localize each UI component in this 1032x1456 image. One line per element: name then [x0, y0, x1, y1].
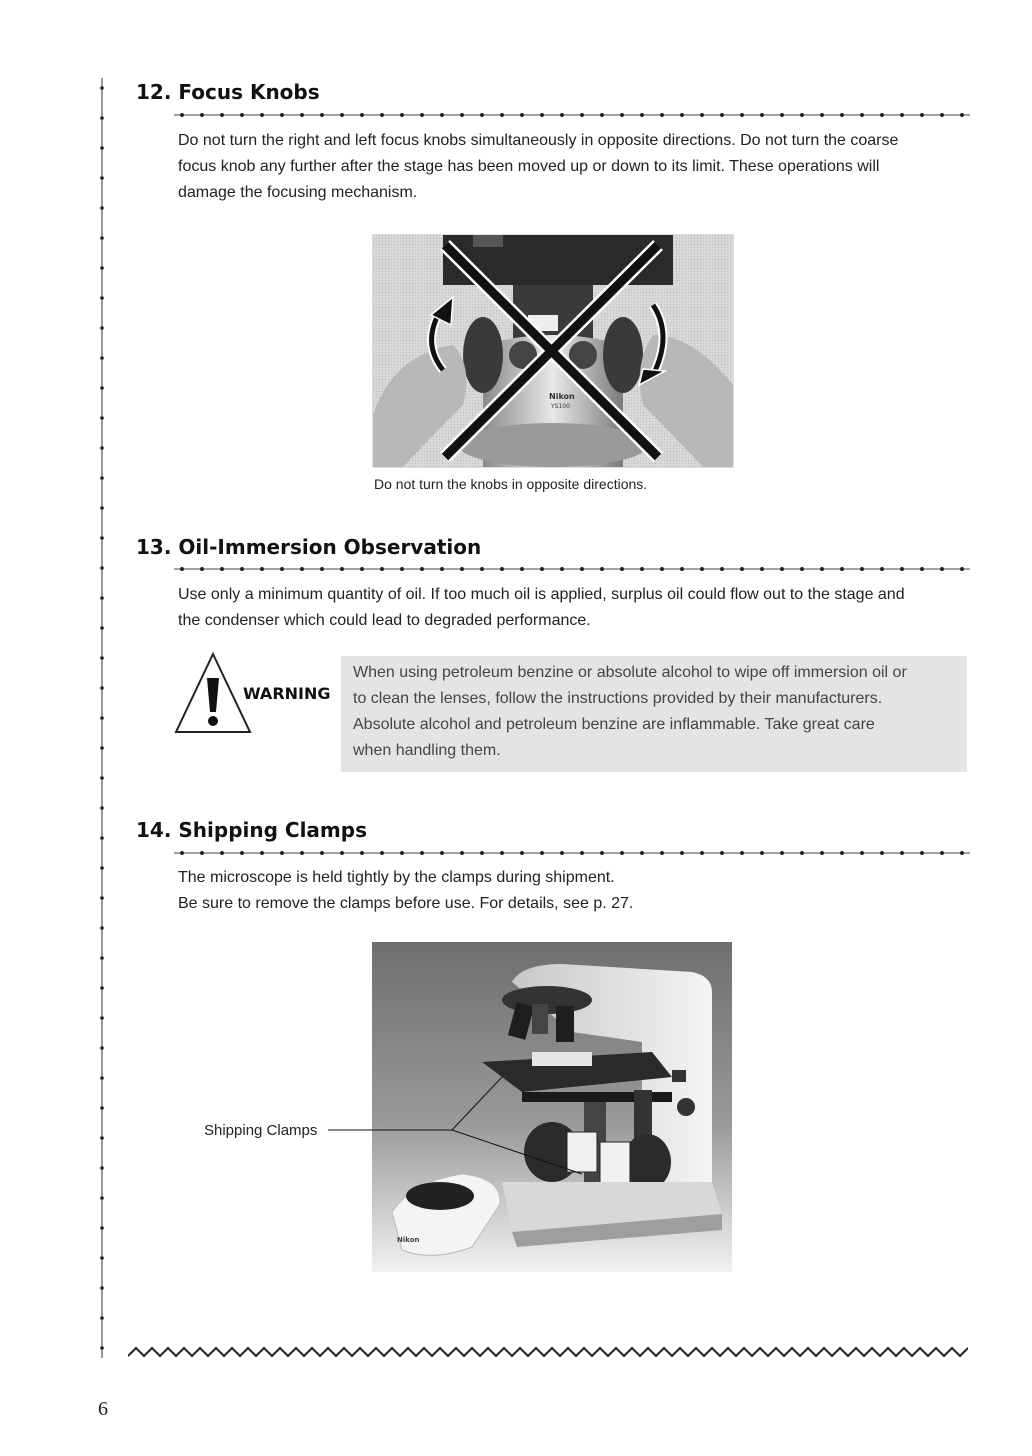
shipping-clamps-photo	[372, 942, 732, 1272]
section-paragraph: The microscope is held tightly by the clamps during shipment. Be sure to remove the clamps before use. For details, see p. 27.	[178, 869, 634, 912]
photo-model-label: YS100	[551, 403, 570, 410]
section-separator	[174, 564, 970, 574]
section-heading-focus-knobs: 12. Focus Knobs	[136, 80, 320, 104]
bottom-zigzag-border	[128, 1340, 968, 1364]
focus-knobs-photo	[372, 234, 734, 468]
section-heading-shipping-clamps: 14. Shipping Clamps	[136, 818, 367, 842]
page-number: 6	[98, 1398, 108, 1420]
photo-brand-label: Nikon	[397, 1236, 420, 1244]
warning-label: WARNING	[243, 684, 331, 703]
section-paragraph: Do not turn the right and left focus knobs simultaneously in opposite directions. Do not turn the coarse focus knob any further after the stage has been moved up or down to its limit. These operations will damage the focusing mechanism.	[178, 132, 899, 201]
left-margin-rule	[96, 78, 108, 1358]
warning-text: When using petroleum benzine or absolute alcohol to wipe off immersion oil or to clean the lenses, follow the instructions provided by their manufacturers. Absolute alcohol and petroleum benzine are inflammable. Take great care when handling them.	[353, 664, 907, 759]
section-heading-oil-immersion: 13. Oil-Immersion Observation	[136, 535, 482, 559]
warning-triangle-icon	[172, 650, 254, 736]
photo-brand-label: Nikon	[549, 392, 575, 401]
shipping-clamps-callout: Shipping Clamps	[204, 1122, 318, 1139]
section-separator	[174, 110, 970, 120]
section-separator	[174, 848, 970, 858]
section-paragraph: Use only a minimum quantity of oil. If too much oil is applied, surplus oil could flow out to the stage and the condenser which could lead to degraded performance.	[178, 586, 905, 629]
callout-line	[328, 1129, 374, 1133]
figure-caption: Do not turn the knobs in opposite directions.	[374, 476, 648, 492]
